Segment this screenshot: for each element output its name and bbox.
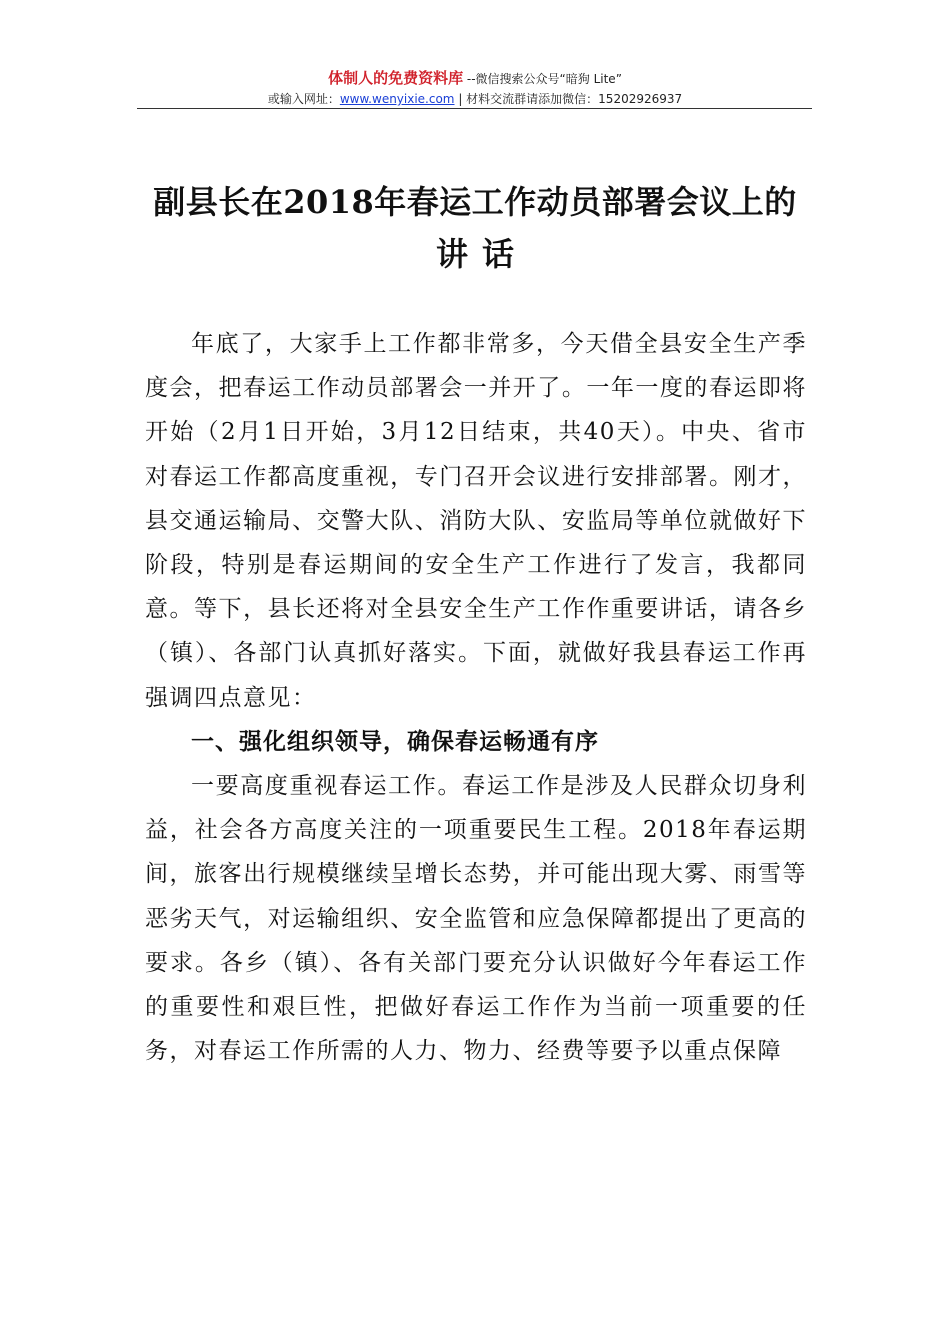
brand-title: 体制人的免费资料库	[328, 69, 464, 87]
page-header	[0, 68, 950, 108]
header-divider	[137, 108, 812, 109]
title-line-1: 副县长在2018年春运工作动员部署会议上的	[153, 183, 797, 221]
section-heading-1: 一、强化组织领导，确保春运畅通有序	[191, 728, 599, 755]
title-line-2: 讲话	[435, 235, 528, 273]
paragraph-intro: 年底了，大家手上工作都非常多，今天借全县安全生产季度会，把春运工作动员部署会一并开了。一年一度的春运即将开始（2月1日开始，3月12日结束，共40天）。中央、省市对春运工作都高度重视，专门召开会议进行安排部署。刚才，县交通运输局、交警大队、消防大队、安监局等单位就做好下阶段，特别是春运期间的安全生产工作进行了发言，我都同意。等下，县长还将对全县安全生产工作作重要讲话，请各乡（镇）、各部门认真抓好落实。下面，就做好我县春运工作再强调四点意见：	[145, 331, 807, 711]
header-contact	[0, 90, 950, 108]
contact-info: | 材料交流群请添加微信：15202926937	[454, 92, 683, 106]
header-promo	[0, 68, 950, 89]
document-title	[140, 176, 810, 280]
url-prefix: 或输入网址：	[267, 92, 340, 106]
document-body	[145, 322, 807, 1073]
header-slogan: --微信搜索公众号“暗狗 Lite”	[463, 72, 622, 86]
website-link[interactable]: www.wenyixie.com	[339, 92, 455, 106]
paragraph-section-1: 一要高度重视春运工作。春运工作是涉及人民群众切身利益，社会各方高度关注的一项重要民生工程。2018年春运期间，旅客出行规模继续呈增长态势，并可能出现大雾、雨雪等恶劣天气，对运输组织、安全监管和应急保障都提出了更高的要求。各乡（镇）、各有关部门要充分认识做好今年春运工作的重要性和艰巨性，把做好春运工作作为当前一项重要的任务，对春运工作所需的人力、物力、经费等要予以重点保障	[145, 773, 807, 1065]
